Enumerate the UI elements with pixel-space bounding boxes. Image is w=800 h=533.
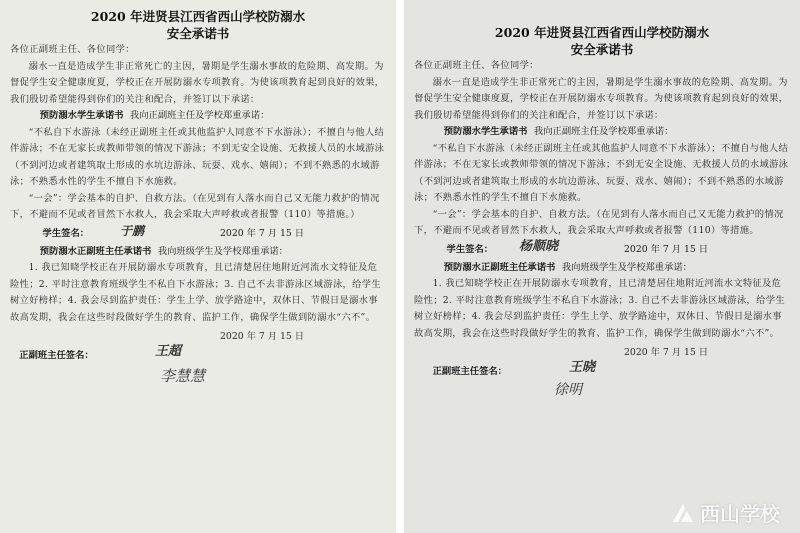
left-teacher-heading: [10, 244, 386, 261]
left-teacher-heading-title: 预防溺水正副班主任承诺书: [39, 245, 152, 257]
left-document-body: [10, 8, 386, 390]
right-student-heading: [414, 124, 790, 141]
school-watermark: [670, 498, 780, 527]
left-student-date: 2020 年 7 月 15 日: [220, 227, 305, 239]
left-greeting: 各位正副班主任、各位同学：: [10, 44, 135, 55]
right-teacher-body: 1. 我已知晓学校正在开展防溺水专项教育，且已清楚居住地附近河流水文特征及危险性；2. 平时注意教育班级学生不私自下水游泳；3. 自己不去非游泳区域游泳，给学生树立好榜样；4. 我会尽到监护责任：学生上学、放学路途中，双休日、节假日是溺水事故高发期，我会在这些时段做好学生的教育、监护工作，确保学生做到防溺水“六不”。: [414, 278, 785, 339]
right-teacher-signature-2: 徐明: [554, 381, 582, 398]
left-teacher-signature-2: 李慧慧: [160, 366, 206, 385]
left-student-signature: 于鹏: [120, 223, 145, 238]
left-student-signature-line: [10, 223, 386, 244]
left-teacher-date: 2020 年 7 月 15 日: [220, 331, 305, 342]
left-title-line2: 安全承诺书: [166, 26, 230, 41]
right-title-line2: 安全承诺书: [570, 42, 634, 57]
right-intro: 溺水一直是造成学生非正常死亡的主因，暑期是学生溺水事故的危险期、高发期。为督促学生安全健康度夏，学校正在开展防溺水专项教育。为使该项教育起到良好的效果，我们殷切希望能得到你们的关注和配合，并签订以下承诺：: [414, 76, 789, 121]
left-teacher-body: 1. 我已知晓学校正在开展防溺水专项教育，且已清楚居住地附近河流水文特征及危险性；2. 平时注意教育班级学生不私自下水游泳；3. 自己不去非游泳区域游泳，给学生树立好榜样；4. 我会尽到监护责任：学生上学、放学路途中，双休日、节假日是溺水事故高发期，我会在这些时段做好学生的教育、监护工作，确保学生做到防溺水“六不”。: [10, 262, 381, 323]
right-teacher-heading-title: 预防溺水正副班主任承诺书: [443, 261, 556, 273]
right-student-body: “不私自下水游泳（未经正副班主任或其他监护人同意不下水游泳）；不擅自与他人结伴游泳；不在无家长或教师带领的情况下游泳；不到无安全设施、无救援人员的水域游泳（不到河边或者建筑取土形成的水坑边游泳、玩耍、戏水、嬉闹）；不到不熟悉的水域游泳；不熟悉水性的学生不擅自下水施救。: [414, 142, 789, 203]
left-student-heading-rest: 我向正副班主任及学校郑重承诺：: [129, 110, 270, 121]
left-document-photo: [0, 0, 396, 533]
right-student-skills: “一会”：学会基本的自护、自救方法。（在见到有人落水而自己又无能力救护的情况下，不避而不见或者冒然下水救人，我会采取大声呼救或者报警（110）等措施。: [414, 208, 784, 236]
right-student-sig-label: 学生签名：: [446, 243, 494, 255]
right-greeting: 各位正副班主任、各位同学：: [414, 60, 539, 71]
right-title-line1: 2020 年进贤县江西省西山学校防溺水: [494, 25, 710, 40]
right-second-signature-row: [414, 382, 790, 402]
right-student-heading-rest: 我向正副班主任及学校郑重承诺：: [533, 126, 674, 137]
right-teacher-date: 2020 年 7 月 15 日: [624, 347, 709, 358]
right-teacher-sig-label: 正副班主任签名：: [432, 365, 507, 377]
left-title-line1: 2020 年进贤县江西省西山学校防溺水: [90, 9, 306, 24]
left-student-heading-title: 预防溺水学生承诺书: [39, 110, 124, 121]
left-student-body: “不私自下水游泳（未经正副班主任或其他监护人同意不下水游泳）；不擅自与他人结伴游泳；不在无家长或教师带领的情况下游泳；不到无安全设施、无救援人员的水域游泳（不到河边或者建筑取土形成的水坑边游泳、玩耍、戏水、嬉闹）；不到不熟悉的水域游泳；不熟悉水性的学生不擅自下水施救。: [10, 126, 385, 187]
school-logo-icon: [670, 500, 696, 526]
right-document-body: [414, 24, 790, 402]
left-teacher-signature-1: 王超: [155, 343, 182, 359]
left-teacher-heading-rest: 我向班级学生及学校郑重承诺：: [157, 245, 288, 257]
left-student-sig-label: 学生签名：: [42, 227, 90, 239]
left-teacher-signature-line: [10, 343, 386, 366]
left-intro: 溺水一直是造成学生非正常死亡的主因，暑期是学生溺水事故的危险期、高发期。为督促学生安全健康度夏，学校正在开展防溺水专项教育。为使该项教育起到良好的效果，我们殷切希望能得到你们的关注和配合，并签订以下承诺：: [10, 60, 385, 105]
right-student-signature-line: [414, 238, 790, 260]
right-teacher-signature-line: [414, 359, 790, 382]
watermark-text: 西山学校: [700, 502, 780, 526]
right-teacher-heading: [414, 260, 790, 277]
left-student-skills: “一会”：学会基本的自护、自救方法。（在见到有人落水而自己又无能力救护的情况下，不避而不见或者冒然下水救人，我会采取大声呼救或者报警（110）等措施。）: [10, 192, 380, 220]
left-second-signature-row: [10, 366, 386, 390]
right-document-photo: [404, 0, 800, 533]
right-student-heading-title: 预防溺水学生承诺书: [443, 126, 528, 137]
right-teacher-signature-1: 王晓: [569, 359, 596, 375]
right-teacher-heading-rest: 我向班级学生及学校郑重承诺：: [561, 261, 692, 273]
right-student-signature: 杨顺晓: [519, 238, 559, 254]
right-student-date: 2020 年 7 月 15 日: [624, 243, 709, 255]
left-teacher-sig-label: 正副班主任签名：: [19, 349, 94, 361]
left-student-heading: [10, 108, 386, 125]
